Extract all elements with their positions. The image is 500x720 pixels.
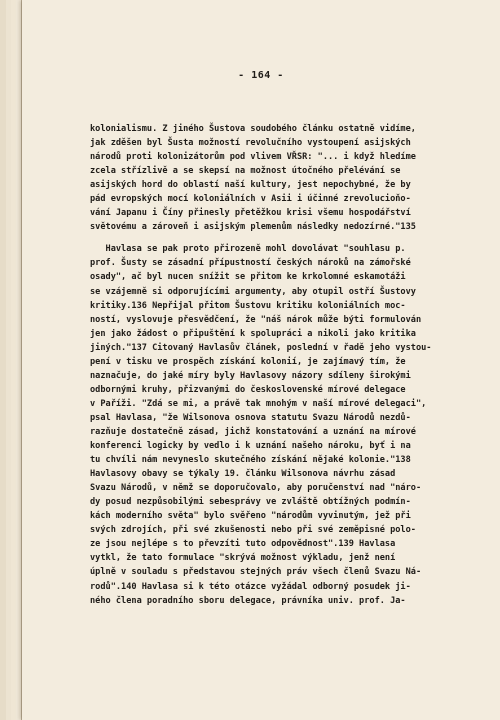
text-line: pení v tisku ve prospěch získání kolonií, je zajímavý tím, že — [90, 356, 406, 367]
text-line: ností, vyslovuje přesvědčení, že "náš nárok může býti formulován — [90, 314, 422, 325]
text-line: dy posud nezpůsobilými sebesprávy ve zvláště obtížných podmín- — [90, 497, 411, 508]
text-line: tu chvíli nám nevyneslo skutečného získání nějaké kolonie."138 — [90, 455, 411, 466]
page-number: - 164 - — [238, 70, 284, 81]
text-line: vytkl, že tato formulace "skrývá možnost výkladu, jenž není — [90, 553, 396, 564]
text-line: jen jako žádost o připuštění k spolupráci a nikoli jako kritika — [90, 328, 416, 339]
paragraph-gap — [90, 234, 480, 242]
text-line: kách moderního světa" bylo svěřeno "národům vyvinutým, jež při — [90, 511, 411, 522]
text-line: jak zděšen byl Šusta možností revolučního vystoupení asijských — [90, 138, 411, 149]
text-line: svých zdrojích, při své zkušenosti nebo při své zeměpisné polo- — [90, 525, 416, 536]
text-line: asijských hord do oblastí naší kultury, jest nepochybné, že by — [90, 180, 411, 191]
text-line: ze jsou nejlépe s to převzíti tuto odpovědnost".139 Havlasa — [90, 539, 396, 550]
text-line: psal Havlasa, "že Wilsonova osnova statutu Svazu Národů nezdů- — [90, 412, 411, 423]
text-line: kolonialismu. Z jiného Šustova soudobého článku ostatně vidíme, — [90, 124, 416, 134]
text-line: prof. Šusty se zásadní přípustností českých nároků na zámořské — [90, 258, 411, 269]
body-text — [90, 122, 480, 608]
text-line: Havlasovy obavy se týkaly 19. článku Wilsonova návrhu zásad — [90, 469, 396, 480]
text-line: v Paříži. "Zdá se mi, a právě tak mnohým v naší mírové delegaci", — [90, 398, 427, 409]
text-line: vání Japanu i Číny přinesly přetěžkou krisi všemu hospodářství — [90, 208, 411, 219]
text-line: ného člena poradního sboru delegace, právníka univ. prof. Ja- — [90, 595, 406, 606]
text-line: zcela střízlivě a se skepsí na možnost útočného přelévání se — [90, 166, 401, 177]
text-line: se vzájemně si odporujícími argumenty, aby otupil ostří Šustovy — [90, 286, 416, 297]
text-line: světovému a zároveň i asijským plemenům následky nedozírné."135 — [90, 222, 416, 233]
text-line: rodů".140 Havlasa si k této otázce vyžádal odborný posudek ji- — [90, 581, 411, 592]
text-line: osady", ač byl nucen snížit se přitom ke krkolomné eskamotáži — [90, 272, 406, 283]
text-line: razňuje dostatečně zásad, jichž konstatování a uznání na mírové — [90, 426, 416, 437]
text-line: konferenci logicky by vedlo i k uznání našeho nároku, byť i na — [90, 441, 411, 452]
text-line: naznačuje, do jaké míry byly Havlasovy názory sdíleny širokými — [90, 370, 411, 381]
text-line: odbornými kruhy, přizvanými do československé mírové delegace — [90, 384, 406, 395]
typewritten-page — [22, 0, 500, 720]
text-line: pád evropských mocí koloniálních v Asii i účinné zrevolucioňo- — [90, 194, 411, 205]
text-line: Svazu Národů, v němž se doporučovalo, aby poručenství nad "náro- — [90, 483, 422, 494]
text-line: Havlasa se pak proto přirozeně mohl dovolávat "souhlasu p. — [90, 244, 406, 255]
text-line: jiných."137 Citovaný Havlasův článek, poslední v řadě jeho vystou- — [90, 342, 432, 353]
text-line: národů proti kolonizátorům pod vlivem VŘSR: "... i když hledíme — [90, 152, 416, 163]
text-line: úplně v souladu s představou stejných práv všech členů Svazu Ná- — [90, 567, 422, 578]
text-line: kritiky.136 Nepřijal přitom Šustovu kritiku koloniálních moc- — [90, 300, 406, 311]
